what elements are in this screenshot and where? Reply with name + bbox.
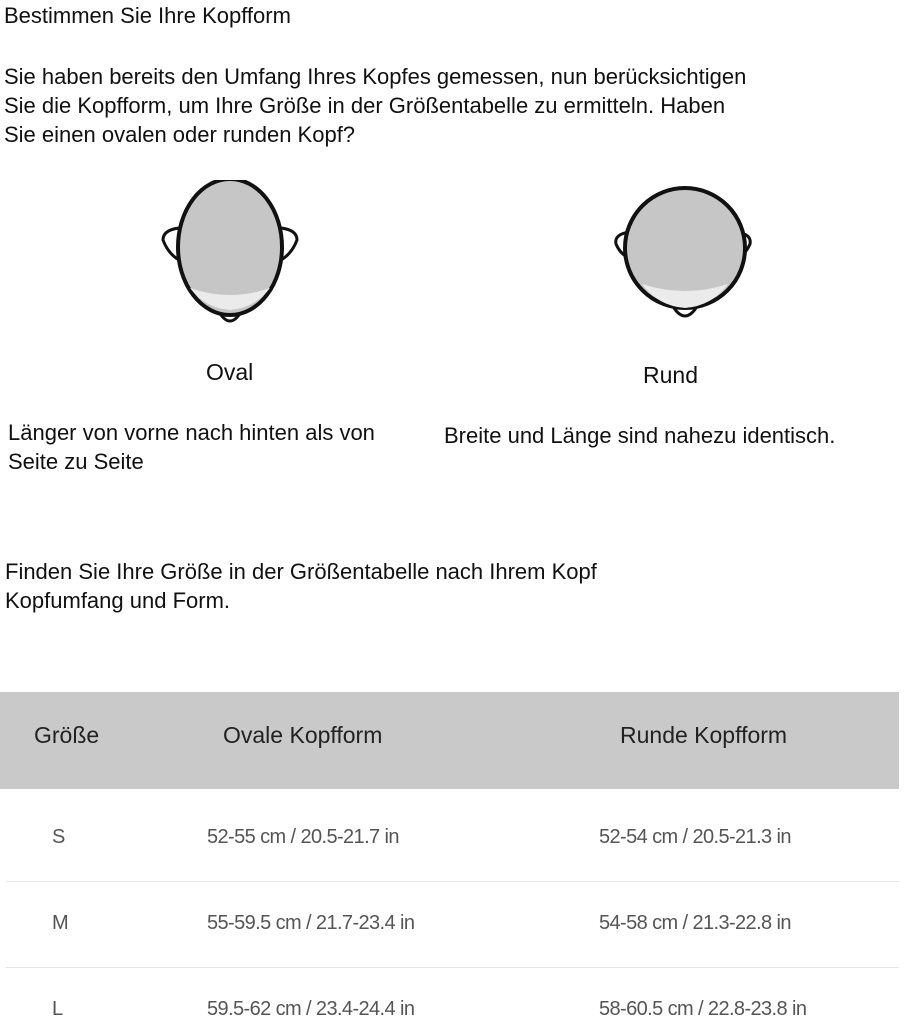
round-head-icon xyxy=(608,180,758,330)
row-l-round: 58-60.5 cm / 22.8-23.8 in xyxy=(599,998,807,1020)
instruction-line: Kopfumfang und Form. xyxy=(5,588,231,613)
row-m-size: M xyxy=(52,912,69,934)
instruction-line: Finden Sie Ihre Größe in der Größentabelle nach Ihrem Kopf xyxy=(5,559,597,584)
round-label: Rund xyxy=(643,362,698,388)
row-s-oval: 52-55 cm / 20.5-21.7 in xyxy=(207,826,399,848)
row-m-round: 54-58 cm / 21.3-22.8 in xyxy=(599,912,791,934)
row-divider xyxy=(6,967,899,968)
description-line: Seite zu Seite xyxy=(8,449,144,474)
description-line: Breite und Länge sind nahezu identisch. xyxy=(444,423,836,448)
intro-paragraph xyxy=(4,62,894,149)
page-title: Bestimmen Sie Ihre Kopfform xyxy=(4,3,291,28)
row-s-size: S xyxy=(52,826,65,848)
row-l-size: L xyxy=(52,998,63,1020)
intro-line: Sie die Kopfform, um Ihre Größe in der Größentabelle zu ermitteln. Haben xyxy=(4,93,726,118)
intro-line: Sie haben bereits den Umfang Ihres Kopfes gemessen, nun berücksichtigen xyxy=(4,64,747,89)
description-line: Länger von vorne nach hinten als von xyxy=(8,420,375,445)
round-description xyxy=(444,421,904,450)
header-round: Runde Kopfform xyxy=(620,722,788,748)
instruction-paragraph xyxy=(5,557,865,615)
oval-description xyxy=(8,418,438,476)
row-divider xyxy=(6,881,899,882)
oval-head-icon xyxy=(155,180,305,330)
header-size: Größe xyxy=(34,722,100,748)
intro-line: Sie einen ovalen oder runden Kopf? xyxy=(4,122,356,147)
row-s-round: 52-54 cm / 20.5-21.3 in xyxy=(599,826,791,848)
row-l-oval: 59.5-62 cm / 23.4-24.4 in xyxy=(207,998,415,1020)
oval-label: Oval xyxy=(206,359,254,385)
header-oval: Ovale Kopfform xyxy=(223,722,383,748)
row-m-oval: 55-59.5 cm / 21.7-23.4 in xyxy=(207,912,415,934)
